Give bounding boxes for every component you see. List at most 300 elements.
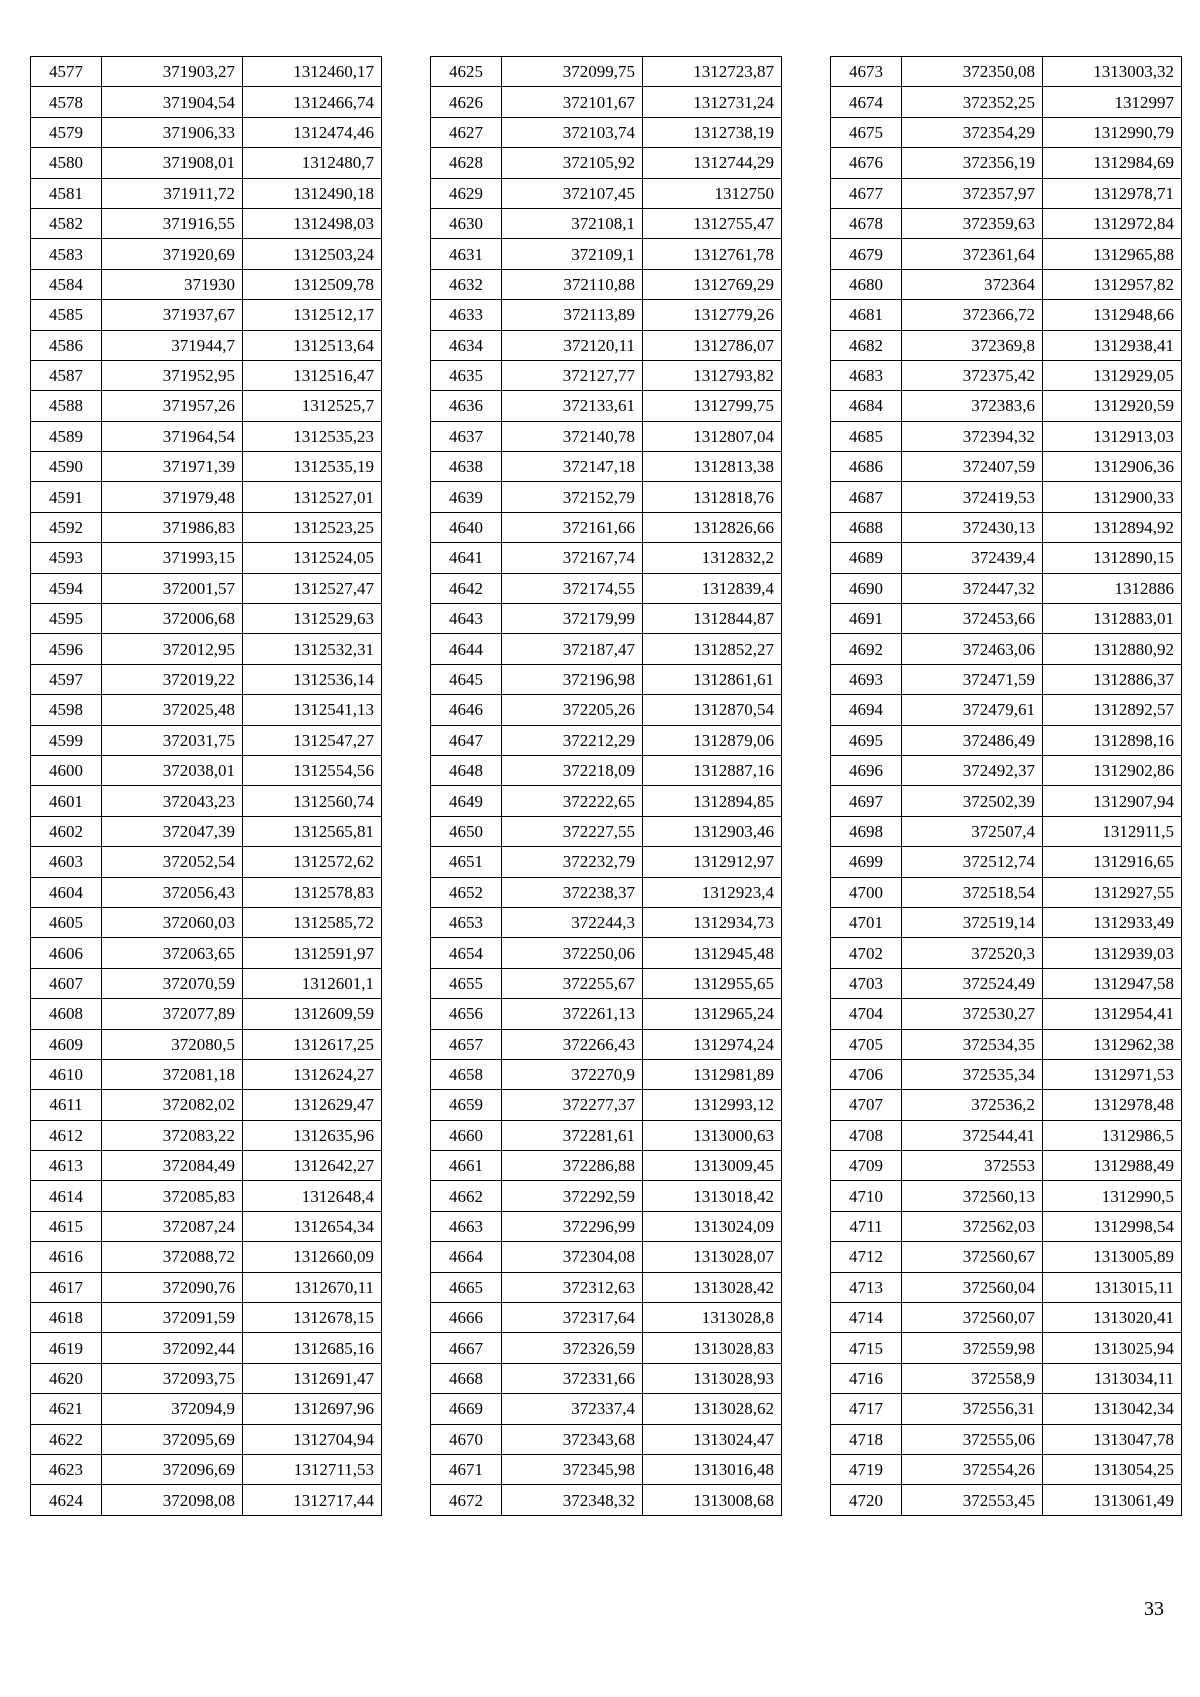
y-coordinate-cell: 1312697,96 xyxy=(243,1394,382,1424)
table-row xyxy=(831,148,1182,178)
x-coordinate-cell: 372354,29 xyxy=(902,117,1043,147)
y-coordinate-cell: 1312886,37 xyxy=(1043,664,1182,694)
table-row xyxy=(831,330,1182,360)
x-coordinate-cell: 372375,42 xyxy=(902,360,1043,390)
x-coordinate-cell: 372383,6 xyxy=(902,391,1043,421)
y-coordinate-cell: 1313028,07 xyxy=(643,1242,782,1272)
x-coordinate-cell: 372560,13 xyxy=(902,1181,1043,1211)
y-coordinate-cell: 1312900,33 xyxy=(1043,482,1182,512)
table-row xyxy=(31,269,382,299)
table-row xyxy=(31,330,382,360)
y-coordinate-cell: 1312523,25 xyxy=(243,512,382,542)
x-coordinate-cell: 372337,4 xyxy=(502,1394,643,1424)
table-row xyxy=(431,1090,782,1120)
x-coordinate-cell: 371908,01 xyxy=(102,148,243,178)
x-coordinate-cell: 372304,08 xyxy=(502,1242,643,1272)
page-number: 33 xyxy=(1144,1598,1164,1620)
point-number-cell: 4681 xyxy=(831,300,902,330)
y-coordinate-cell: 1313008,68 xyxy=(643,1485,782,1515)
x-coordinate-cell: 372419,53 xyxy=(902,482,1043,512)
table-row xyxy=(431,1029,782,1059)
y-coordinate-cell: 1312916,65 xyxy=(1043,847,1182,877)
point-number-cell: 4577 xyxy=(31,57,102,87)
point-number-cell: 4712 xyxy=(831,1242,902,1272)
table-row xyxy=(831,1090,1182,1120)
x-coordinate-cell: 372518,54 xyxy=(902,877,1043,907)
table-row xyxy=(431,968,782,998)
y-coordinate-cell: 1312920,59 xyxy=(1043,391,1182,421)
y-coordinate-cell: 1313018,42 xyxy=(643,1181,782,1211)
point-number-cell: 4686 xyxy=(831,452,902,482)
x-coordinate-cell: 372110,88 xyxy=(502,269,643,299)
point-number-cell: 4589 xyxy=(31,421,102,451)
table-row xyxy=(31,1211,382,1241)
x-coordinate-cell: 372560,07 xyxy=(902,1303,1043,1333)
table-row xyxy=(431,816,782,846)
table-row xyxy=(831,968,1182,998)
x-coordinate-cell: 372447,32 xyxy=(902,573,1043,603)
x-coordinate-cell: 371920,69 xyxy=(102,239,243,269)
point-number-cell: 4676 xyxy=(831,148,902,178)
point-number-cell: 4718 xyxy=(831,1424,902,1454)
y-coordinate-cell: 1312844,87 xyxy=(643,604,782,634)
table-row xyxy=(831,178,1182,208)
point-number-cell: 4683 xyxy=(831,360,902,390)
y-coordinate-cell: 1312769,29 xyxy=(643,269,782,299)
y-coordinate-cell: 1312585,72 xyxy=(243,907,382,937)
y-coordinate-cell: 1312750 xyxy=(643,178,782,208)
point-number-cell: 4653 xyxy=(431,907,502,937)
table-row xyxy=(831,725,1182,755)
table-row xyxy=(431,725,782,755)
point-number-cell: 4707 xyxy=(831,1090,902,1120)
point-number-cell: 4667 xyxy=(431,1333,502,1363)
point-number-cell: 4647 xyxy=(431,725,502,755)
y-coordinate-cell: 1312894,85 xyxy=(643,786,782,816)
table-row xyxy=(31,1485,382,1515)
x-coordinate-cell: 371916,55 xyxy=(102,208,243,238)
x-coordinate-cell: 372553 xyxy=(902,1151,1043,1181)
table-row xyxy=(831,269,1182,299)
table-row xyxy=(31,87,382,117)
y-coordinate-cell: 1312572,62 xyxy=(243,847,382,877)
y-coordinate-cell: 1312906,36 xyxy=(1043,452,1182,482)
table-row xyxy=(831,1272,1182,1302)
y-coordinate-cell: 1313016,48 xyxy=(643,1454,782,1484)
x-coordinate-cell: 372560,67 xyxy=(902,1242,1043,1272)
y-coordinate-cell: 1313015,11 xyxy=(1043,1272,1182,1302)
y-coordinate-cell: 1312717,44 xyxy=(243,1485,382,1515)
x-coordinate-cell: 372187,47 xyxy=(502,634,643,664)
point-number-cell: 4585 xyxy=(31,300,102,330)
y-coordinate-cell: 1312554,56 xyxy=(243,755,382,785)
y-coordinate-cell: 1312965,24 xyxy=(643,999,782,1029)
y-coordinate-cell: 1312532,31 xyxy=(243,634,382,664)
table-row xyxy=(431,178,782,208)
table-row xyxy=(31,57,382,87)
table-row xyxy=(31,1151,382,1181)
point-number-cell: 4703 xyxy=(831,968,902,998)
y-coordinate-cell: 1312678,15 xyxy=(243,1303,382,1333)
y-coordinate-cell: 1312990,79 xyxy=(1043,117,1182,147)
x-coordinate-cell: 371964,54 xyxy=(102,421,243,451)
x-coordinate-cell: 372270,9 xyxy=(502,1059,643,1089)
table-row xyxy=(831,57,1182,87)
x-coordinate-cell: 372056,43 xyxy=(102,877,243,907)
y-coordinate-cell: 1312886 xyxy=(1043,573,1182,603)
table-row xyxy=(431,1424,782,1454)
point-number-cell: 4698 xyxy=(831,816,902,846)
x-coordinate-cell: 372536,2 xyxy=(902,1090,1043,1120)
table-row xyxy=(31,300,382,330)
point-number-cell: 4662 xyxy=(431,1181,502,1211)
x-coordinate-cell: 372255,67 xyxy=(502,968,643,998)
x-coordinate-cell: 372519,14 xyxy=(902,907,1043,937)
point-number-cell: 4656 xyxy=(431,999,502,1029)
x-coordinate-cell: 372152,79 xyxy=(502,482,643,512)
point-number-cell: 4696 xyxy=(831,755,902,785)
x-coordinate-cell: 372147,18 xyxy=(502,452,643,482)
y-coordinate-cell: 1312984,69 xyxy=(1043,148,1182,178)
table-row xyxy=(431,360,782,390)
y-coordinate-cell: 1312591,97 xyxy=(243,938,382,968)
x-coordinate-cell: 372113,89 xyxy=(502,300,643,330)
table-row xyxy=(831,573,1182,603)
x-coordinate-cell: 372205,26 xyxy=(502,695,643,725)
x-coordinate-cell: 372238,37 xyxy=(502,877,643,907)
x-coordinate-cell: 372250,06 xyxy=(502,938,643,968)
point-number-cell: 4644 xyxy=(431,634,502,664)
table-row xyxy=(831,239,1182,269)
point-number-cell: 4661 xyxy=(431,1151,502,1181)
y-coordinate-cell: 1312466,74 xyxy=(243,87,382,117)
y-coordinate-cell: 1312907,94 xyxy=(1043,786,1182,816)
x-coordinate-cell: 372359,63 xyxy=(902,208,1043,238)
point-number-cell: 4605 xyxy=(31,907,102,937)
x-coordinate-cell: 372091,59 xyxy=(102,1303,243,1333)
table-row xyxy=(31,634,382,664)
x-coordinate-cell: 372043,23 xyxy=(102,786,243,816)
table-row xyxy=(31,907,382,937)
point-number-cell: 4711 xyxy=(831,1211,902,1241)
x-coordinate-cell: 372266,43 xyxy=(502,1029,643,1059)
point-number-cell: 4694 xyxy=(831,695,902,725)
table-row xyxy=(831,1363,1182,1393)
y-coordinate-cell: 1312965,88 xyxy=(1043,239,1182,269)
y-coordinate-cell: 1312529,63 xyxy=(243,604,382,634)
point-number-cell: 4632 xyxy=(431,269,502,299)
table-row xyxy=(431,1211,782,1241)
table-row xyxy=(431,421,782,451)
point-number-cell: 4659 xyxy=(431,1090,502,1120)
y-coordinate-cell: 1313028,42 xyxy=(643,1272,782,1302)
table-row xyxy=(431,877,782,907)
y-coordinate-cell: 1312498,03 xyxy=(243,208,382,238)
table-row xyxy=(431,1242,782,1272)
point-number-cell: 4620 xyxy=(31,1363,102,1393)
y-coordinate-cell: 1312755,47 xyxy=(643,208,782,238)
point-number-cell: 4691 xyxy=(831,604,902,634)
x-coordinate-cell: 371986,83 xyxy=(102,512,243,542)
x-coordinate-cell: 372356,19 xyxy=(902,148,1043,178)
y-coordinate-cell: 1312565,81 xyxy=(243,816,382,846)
x-coordinate-cell: 372093,75 xyxy=(102,1363,243,1393)
coordinate-table-2 xyxy=(430,56,782,1516)
x-coordinate-cell: 372348,32 xyxy=(502,1485,643,1515)
y-coordinate-cell: 1312793,82 xyxy=(643,360,782,390)
table-row xyxy=(431,1363,782,1393)
y-coordinate-cell: 1312832,2 xyxy=(643,543,782,573)
x-coordinate-cell: 371903,27 xyxy=(102,57,243,87)
point-number-cell: 4641 xyxy=(431,543,502,573)
table-row xyxy=(831,512,1182,542)
table-row xyxy=(431,300,782,330)
y-coordinate-cell: 1312997 xyxy=(1043,87,1182,117)
x-coordinate-cell: 372352,25 xyxy=(902,87,1043,117)
point-number-cell: 4716 xyxy=(831,1363,902,1393)
y-coordinate-cell: 1312852,27 xyxy=(643,634,782,664)
x-coordinate-cell: 372394,32 xyxy=(902,421,1043,451)
point-number-cell: 4649 xyxy=(431,786,502,816)
y-coordinate-cell: 1312913,03 xyxy=(1043,421,1182,451)
point-number-cell: 4685 xyxy=(831,421,902,451)
x-coordinate-cell: 372350,08 xyxy=(902,57,1043,87)
x-coordinate-cell: 371930 xyxy=(102,269,243,299)
y-coordinate-cell: 1312879,06 xyxy=(643,725,782,755)
x-coordinate-cell: 372364 xyxy=(902,269,1043,299)
point-number-cell: 4601 xyxy=(31,786,102,816)
x-coordinate-cell: 372479,61 xyxy=(902,695,1043,725)
x-coordinate-cell: 372361,64 xyxy=(902,239,1043,269)
y-coordinate-cell: 1312839,4 xyxy=(643,573,782,603)
x-coordinate-cell: 372087,24 xyxy=(102,1211,243,1241)
x-coordinate-cell: 372277,37 xyxy=(502,1090,643,1120)
point-number-cell: 4633 xyxy=(431,300,502,330)
y-coordinate-cell: 1312912,97 xyxy=(643,847,782,877)
x-coordinate-cell: 372530,27 xyxy=(902,999,1043,1029)
point-number-cell: 4642 xyxy=(431,573,502,603)
point-number-cell: 4624 xyxy=(31,1485,102,1515)
point-number-cell: 4625 xyxy=(431,57,502,87)
point-number-cell: 4701 xyxy=(831,907,902,937)
y-coordinate-cell: 1313028,83 xyxy=(643,1333,782,1363)
y-coordinate-cell: 1312617,25 xyxy=(243,1029,382,1059)
x-coordinate-cell: 371937,67 xyxy=(102,300,243,330)
x-coordinate-cell: 372161,66 xyxy=(502,512,643,542)
y-coordinate-cell: 1312972,84 xyxy=(1043,208,1182,238)
point-number-cell: 4719 xyxy=(831,1454,902,1484)
x-coordinate-cell: 372006,68 xyxy=(102,604,243,634)
y-coordinate-cell: 1312629,47 xyxy=(243,1090,382,1120)
x-coordinate-cell: 372047,39 xyxy=(102,816,243,846)
point-number-cell: 4708 xyxy=(831,1120,902,1150)
table-row xyxy=(831,482,1182,512)
point-number-cell: 4710 xyxy=(831,1181,902,1211)
x-coordinate-cell: 372084,49 xyxy=(102,1151,243,1181)
x-coordinate-cell: 372140,78 xyxy=(502,421,643,451)
x-coordinate-cell: 372095,69 xyxy=(102,1424,243,1454)
point-number-cell: 4619 xyxy=(31,1333,102,1363)
table-row xyxy=(431,482,782,512)
point-number-cell: 4613 xyxy=(31,1151,102,1181)
point-number-cell: 4675 xyxy=(831,117,902,147)
table-row xyxy=(431,512,782,542)
table-row xyxy=(31,573,382,603)
x-coordinate-cell: 372471,59 xyxy=(902,664,1043,694)
y-coordinate-cell: 1312911,5 xyxy=(1043,816,1182,846)
y-coordinate-cell: 1312578,83 xyxy=(243,877,382,907)
y-coordinate-cell: 1312524,05 xyxy=(243,543,382,573)
table-row xyxy=(31,847,382,877)
table-row xyxy=(431,1394,782,1424)
y-coordinate-cell: 1312527,47 xyxy=(243,573,382,603)
y-coordinate-cell: 1312509,78 xyxy=(243,269,382,299)
y-coordinate-cell: 1312981,89 xyxy=(643,1059,782,1089)
point-number-cell: 4689 xyxy=(831,543,902,573)
x-coordinate-cell: 372331,66 xyxy=(502,1363,643,1393)
table-row xyxy=(431,117,782,147)
table-row xyxy=(31,178,382,208)
table-row xyxy=(31,664,382,694)
y-coordinate-cell: 1312955,65 xyxy=(643,968,782,998)
point-number-cell: 4588 xyxy=(31,391,102,421)
point-number-cell: 4684 xyxy=(831,391,902,421)
x-coordinate-cell: 371993,15 xyxy=(102,543,243,573)
table-row xyxy=(831,1029,1182,1059)
y-coordinate-cell: 1312974,24 xyxy=(643,1029,782,1059)
y-coordinate-cell: 1312541,13 xyxy=(243,695,382,725)
point-number-cell: 4578 xyxy=(31,87,102,117)
coordinate-table-3 xyxy=(830,56,1182,1516)
table-row xyxy=(31,452,382,482)
point-number-cell: 4692 xyxy=(831,634,902,664)
y-coordinate-cell: 1312993,12 xyxy=(643,1090,782,1120)
point-number-cell: 4664 xyxy=(431,1242,502,1272)
y-coordinate-cell: 1312648,4 xyxy=(243,1181,382,1211)
y-coordinate-cell: 1313028,8 xyxy=(643,1303,782,1333)
point-number-cell: 4702 xyxy=(831,938,902,968)
point-number-cell: 4594 xyxy=(31,573,102,603)
y-coordinate-cell: 1312898,16 xyxy=(1043,725,1182,755)
point-number-cell: 4634 xyxy=(431,330,502,360)
point-number-cell: 4584 xyxy=(31,269,102,299)
y-coordinate-cell: 1312988,49 xyxy=(1043,1151,1182,1181)
y-coordinate-cell: 1312880,92 xyxy=(1043,634,1182,664)
table-row xyxy=(431,239,782,269)
point-number-cell: 4627 xyxy=(431,117,502,147)
y-coordinate-cell: 1313003,32 xyxy=(1043,57,1182,87)
point-number-cell: 4593 xyxy=(31,543,102,573)
table-row xyxy=(431,695,782,725)
table-row xyxy=(431,786,782,816)
table-row xyxy=(31,604,382,634)
x-coordinate-cell: 372559,98 xyxy=(902,1333,1043,1363)
y-coordinate-cell: 1313061,49 xyxy=(1043,1485,1182,1515)
y-coordinate-cell: 1313047,78 xyxy=(1043,1424,1182,1454)
point-number-cell: 4640 xyxy=(431,512,502,542)
x-coordinate-cell: 372343,68 xyxy=(502,1424,643,1454)
y-coordinate-cell: 1312929,05 xyxy=(1043,360,1182,390)
y-coordinate-cell: 1313009,45 xyxy=(643,1151,782,1181)
point-number-cell: 4600 xyxy=(31,755,102,785)
y-coordinate-cell: 1312660,09 xyxy=(243,1242,382,1272)
x-coordinate-cell: 372109,1 xyxy=(502,239,643,269)
y-coordinate-cell: 1312870,54 xyxy=(643,695,782,725)
point-number-cell: 4654 xyxy=(431,938,502,968)
y-coordinate-cell: 1312527,01 xyxy=(243,482,382,512)
y-coordinate-cell: 1312480,7 xyxy=(243,148,382,178)
table-row xyxy=(831,1211,1182,1241)
point-number-cell: 4668 xyxy=(431,1363,502,1393)
point-number-cell: 4608 xyxy=(31,999,102,1029)
y-coordinate-cell: 1312883,01 xyxy=(1043,604,1182,634)
point-number-cell: 4630 xyxy=(431,208,502,238)
x-coordinate-cell: 372012,95 xyxy=(102,634,243,664)
table-row xyxy=(431,1333,782,1363)
table-row xyxy=(431,1272,782,1302)
table-row xyxy=(831,1242,1182,1272)
point-number-cell: 4663 xyxy=(431,1211,502,1241)
table-row xyxy=(31,1454,382,1484)
point-number-cell: 4648 xyxy=(431,755,502,785)
x-coordinate-cell: 372232,79 xyxy=(502,847,643,877)
x-coordinate-cell: 371911,72 xyxy=(102,178,243,208)
y-coordinate-cell: 1312962,38 xyxy=(1043,1029,1182,1059)
point-number-cell: 4645 xyxy=(431,664,502,694)
table-row xyxy=(831,1394,1182,1424)
x-coordinate-cell: 372553,45 xyxy=(902,1485,1043,1515)
table-row xyxy=(431,847,782,877)
point-number-cell: 4637 xyxy=(431,421,502,451)
point-number-cell: 4714 xyxy=(831,1303,902,1333)
x-coordinate-cell: 372019,22 xyxy=(102,664,243,694)
y-coordinate-cell: 1312945,48 xyxy=(643,938,782,968)
point-number-cell: 4715 xyxy=(831,1333,902,1363)
point-number-cell: 4615 xyxy=(31,1211,102,1241)
x-coordinate-cell: 372103,74 xyxy=(502,117,643,147)
x-coordinate-cell: 372101,67 xyxy=(502,87,643,117)
y-coordinate-cell: 1312890,15 xyxy=(1043,543,1182,573)
y-coordinate-cell: 1312744,29 xyxy=(643,148,782,178)
point-number-cell: 4713 xyxy=(831,1272,902,1302)
x-coordinate-cell: 372317,64 xyxy=(502,1303,643,1333)
point-number-cell: 4598 xyxy=(31,695,102,725)
table-row xyxy=(831,847,1182,877)
point-number-cell: 4616 xyxy=(31,1242,102,1272)
table-row xyxy=(31,786,382,816)
x-coordinate-cell: 372286,88 xyxy=(502,1151,643,1181)
point-number-cell: 4592 xyxy=(31,512,102,542)
y-coordinate-cell: 1312807,04 xyxy=(643,421,782,451)
point-number-cell: 4682 xyxy=(831,330,902,360)
point-number-cell: 4626 xyxy=(431,87,502,117)
y-coordinate-cell: 1312512,17 xyxy=(243,300,382,330)
y-coordinate-cell: 1312933,49 xyxy=(1043,907,1182,937)
point-number-cell: 4631 xyxy=(431,239,502,269)
table-row xyxy=(31,512,382,542)
y-coordinate-cell: 1312986,5 xyxy=(1043,1120,1182,1150)
x-coordinate-cell: 372179,99 xyxy=(502,604,643,634)
y-coordinate-cell: 1312998,54 xyxy=(1043,1211,1182,1241)
point-number-cell: 4579 xyxy=(31,117,102,147)
point-number-cell: 4629 xyxy=(431,178,502,208)
point-number-cell: 4660 xyxy=(431,1120,502,1150)
x-coordinate-cell: 371971,39 xyxy=(102,452,243,482)
table-row xyxy=(831,360,1182,390)
table-row xyxy=(31,938,382,968)
x-coordinate-cell: 372366,72 xyxy=(902,300,1043,330)
x-coordinate-cell: 372025,48 xyxy=(102,695,243,725)
